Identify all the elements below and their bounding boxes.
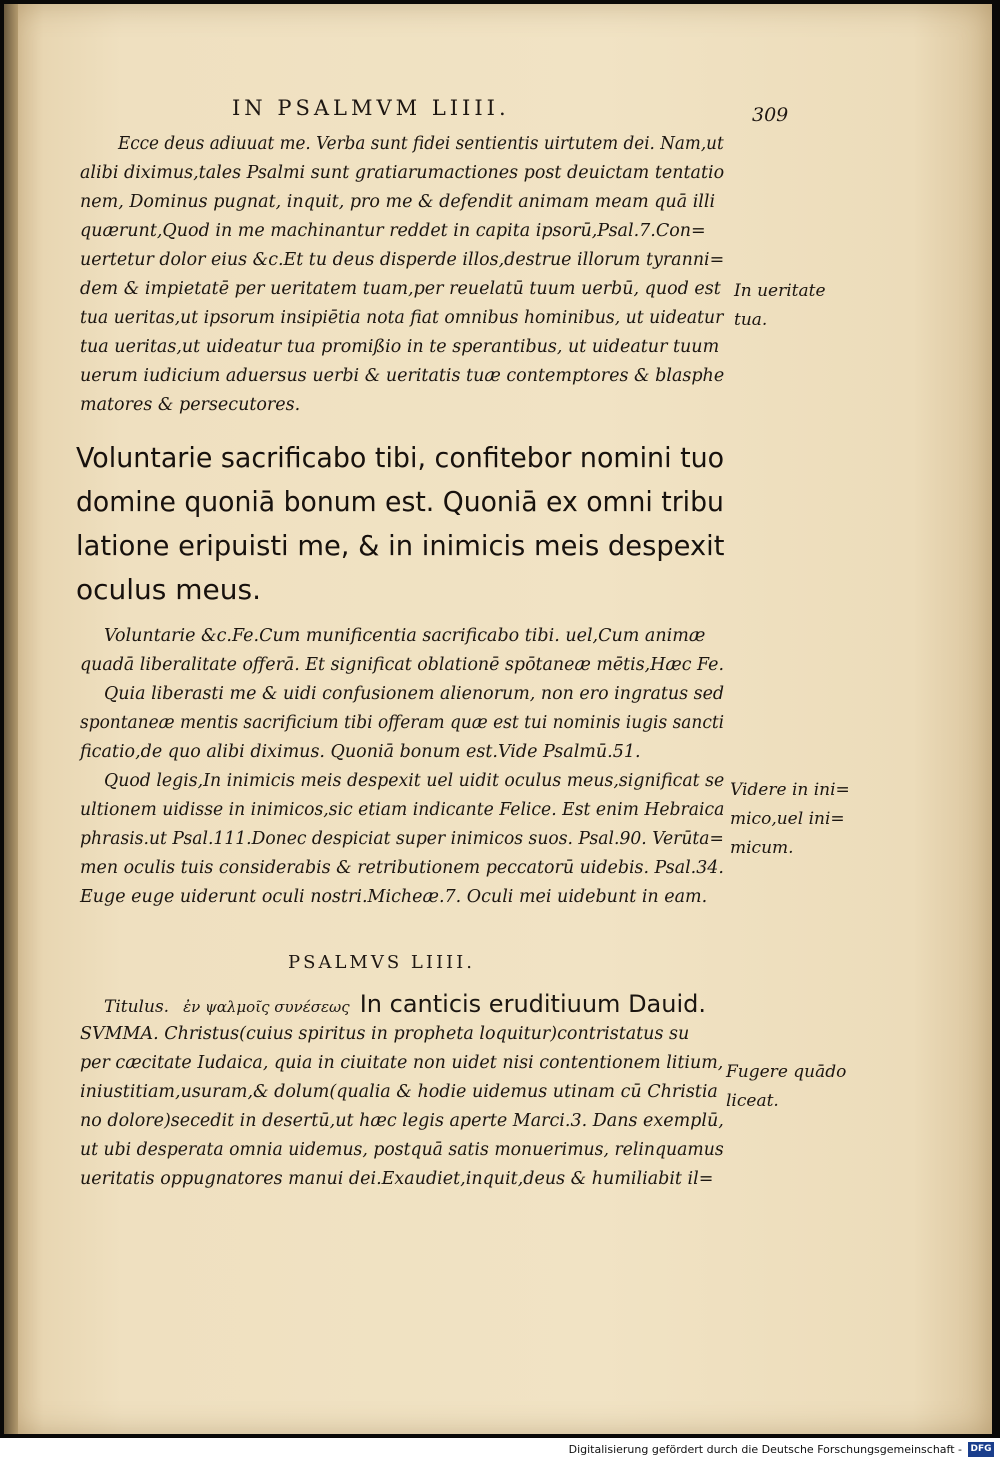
margin-note: mico,uel ini= <box>730 809 845 829</box>
summa-line: ut ubi desperata omnia uidemus, postquā satis monuerimus, relinquamus <box>80 1140 724 1160</box>
summa-line: no dolore)secedit in desertū,ut hæc legis aperte Marci.3. Dans exemplū, <box>80 1111 724 1131</box>
footer-bar <box>0 1438 1000 1462</box>
commentary-line: tua ueritas,ut uideatur tua promißio in te sperantibus, ut uideatur tuum <box>80 337 720 357</box>
section-title: PSALMVS LIIII. <box>288 952 475 973</box>
commentary-line: men oculis tuis considerabis & retributionem peccatorū uidebis. Psal.34. <box>80 858 724 878</box>
running-head: IN PSALMVM LIIII. <box>232 96 510 120</box>
commentary-line: matores & persecutores. <box>80 395 301 415</box>
scripture-line: oculus meus. <box>76 573 262 606</box>
commentary-line: Quia liberasti me & uidi confusionem alienorum, non ero ingratus sed <box>104 684 725 704</box>
margin-note: In ueritate <box>734 281 826 301</box>
margin-note: micum. <box>730 838 794 858</box>
commentary-line: tua ueritas,ut ipsorum insipiētia nota fiat omnibus hominibus, ut uideatur <box>80 308 724 328</box>
dfg-logo-icon: DFG <box>968 1442 994 1457</box>
page-number: 309 <box>752 104 789 126</box>
commentary-line: dem & impietatē per ueritatem tuam,per reuelatū tuum uerbū, quod est <box>80 279 721 299</box>
titulus-text: In canticis eruditiuum Dauid. <box>359 990 706 1018</box>
scripture-line: domine quoniā bonum est. Quoniā ex omni tribu <box>76 485 724 518</box>
commentary-line: spontaneæ mentis sacrificium tibi offeram quæ est tui nominis iugis sancti <box>80 713 725 733</box>
summa-line: iniustitiam,usuram,& dolum(qualia & hodie uidemus utinam cū Christia <box>80 1082 718 1102</box>
commentary-line: alibi diximus,tales Psalmi sunt gratiarumactiones post deuictam tentatio <box>80 163 725 183</box>
funding-notice: Digitalisierung gefördert durch die Deutsche Forschungsgemeinschaft - <box>568 1443 962 1456</box>
commentary-line: quadā liberalitate offerā. Et significat oblationē spōtaneæ mētis,Hæc Fe. <box>80 655 725 675</box>
commentary-line: nem, Dominus pugnat, inquit, pro me & defendit animam meam quā illi <box>80 192 716 212</box>
margin-note: Fugere quādo <box>726 1062 847 1082</box>
commentary-line: phrasis.ut Psal.111.Donec despiciat super inimicos suos. Psal.90. Verūta= <box>80 829 724 849</box>
commentary-line: ultionem uidisse in inimicos,sic etiam indicante Felice. Est enim Hebraica <box>80 800 725 820</box>
summa-line: SVMMA. Christus(cuius spiritus in propheta loquitur)contristatus su <box>80 1024 690 1044</box>
commentary-line: ficatio,de quo alibi diximus. Quoniā bonum est.Vide Psalmū.51. <box>80 742 641 762</box>
scripture-line: latione eripuisti me, & in inimicis meis despexit <box>76 529 725 562</box>
summa-line: per cæcitate Iudaica, quia in ciuitate non uidet nisi contentionem litium, <box>80 1053 724 1073</box>
titulus-line <box>104 992 706 1017</box>
margin-note: tua. <box>734 310 768 330</box>
commentary-line: uertetur dolor eius &c.Et tu deus disperde illos,destrue illorum tyranni= <box>80 250 725 270</box>
titulus-label: Titulus. <box>104 997 170 1017</box>
commentary-line: uerum iudicium aduersus uerbi & ueritatis tuæ contemptores & blasphe <box>80 366 725 386</box>
commentary-line: quærunt,Quod in me machinantur reddet in capita ipsorū,Psal.7.Con= <box>80 221 706 241</box>
margin-note: Videre in ini= <box>730 780 850 800</box>
commentary-line: Voluntarie &c.Fe.Cum munificentia sacrificabo tibi. uel,Cum animæ <box>104 626 706 646</box>
commentary-line: Ecce deus adiuuat me. Verba sunt fidei sentientis uirtutem dei. Nam,ut <box>118 134 724 154</box>
titulus-greek: ἐν ψαλμοῖς συνέσεως <box>183 998 350 1016</box>
summa-line: ueritatis oppugnatores manui dei.Exaudiet,inquit,deus & humiliabit il= <box>80 1169 714 1189</box>
commentary-line: Quod legis,In inimicis meis despexit uel uidit oculus meus,significat se <box>104 771 725 791</box>
margin-note: liceat. <box>726 1091 779 1111</box>
commentary-line: Euge euge uiderunt oculi nostri.Micheæ.7. Oculi mei uidebunt in eam. <box>80 887 708 907</box>
page-gutter <box>4 4 18 1434</box>
scripture-line: Voluntarie sacrificabo tibi, confitebor nomini tuo <box>76 441 725 474</box>
book-page <box>4 4 992 1434</box>
